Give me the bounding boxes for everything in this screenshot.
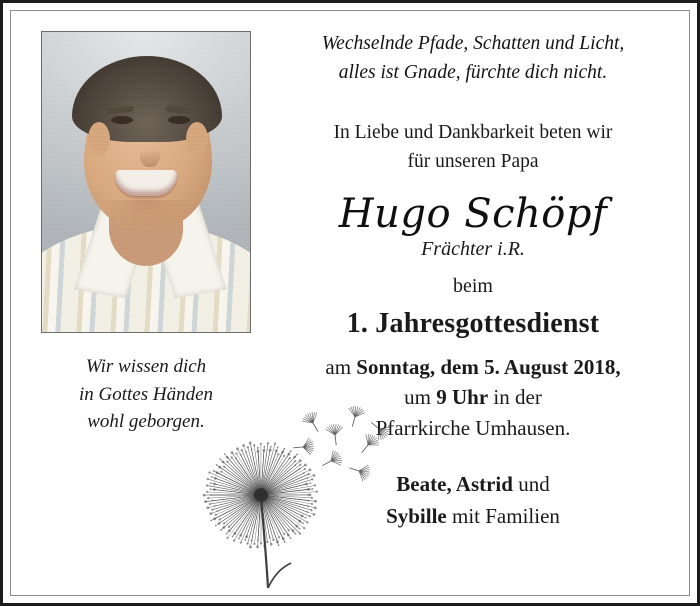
occasion-date-prefix: am xyxy=(325,355,357,379)
occasion-preposition: beim xyxy=(453,275,493,297)
occasion-title: 1. Jahresgottesdienst xyxy=(346,308,600,339)
family-rest-2: mit Familien xyxy=(446,503,560,528)
left-caption-line-1: Wir wissen dich xyxy=(85,356,207,377)
verse-line-1: Wechselnde Pfade, Schatten und Licht, xyxy=(321,33,625,54)
deceased-name: Hugo Schöpf xyxy=(338,191,608,237)
dedication-line-2: für unseren Papa xyxy=(407,150,539,172)
occasion-place: Pfarrkirche Umhausen. xyxy=(375,415,571,440)
left-caption-line-3: wohl geborgen. xyxy=(87,411,205,433)
occasion-time-prefix: um xyxy=(404,385,437,410)
dandelion-icon xyxy=(163,383,413,603)
family-rest-1: und xyxy=(512,472,550,497)
dedication xyxy=(271,118,675,177)
occasion-date: Sonntag, dem 5. August 2018, xyxy=(356,355,621,379)
occasion-time: 9 Uhr xyxy=(436,385,489,410)
photo-grain xyxy=(42,32,250,332)
occasion-time-suffix: in der xyxy=(488,385,542,410)
verse xyxy=(271,29,675,88)
occasion-date-line xyxy=(271,352,675,382)
left-caption-line-2: in Gottes Händen xyxy=(78,383,214,405)
family-names-2: Sybille xyxy=(386,503,447,528)
verse-line-2: alles ist Gnade, fürchte dich nicht. xyxy=(338,62,608,84)
dedication-line-1: In Liebe und Dankbarkeit beten wir xyxy=(333,121,613,143)
portrait-photo xyxy=(41,31,251,333)
left-column xyxy=(31,31,261,436)
deceased-role: Frächter i.R. xyxy=(421,238,525,260)
family-names-1: Beate, Astrid xyxy=(396,472,513,497)
